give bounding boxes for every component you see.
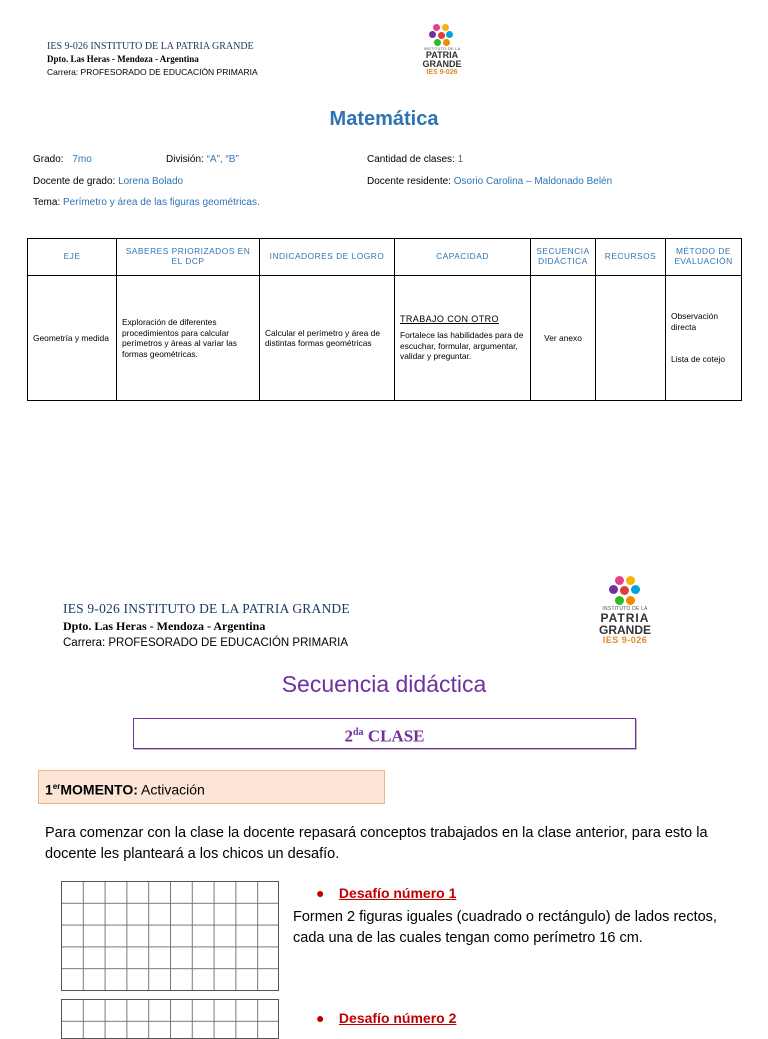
grado-label: Grado: — [33, 154, 64, 165]
desafio-1-title: Desafío número 1 — [338, 885, 457, 901]
logo-text-4: IES 9-026 — [602, 635, 648, 645]
logo-text-4: IES 9-026 — [426, 69, 458, 76]
tema-value: Perímetro y área de las figuras geométricas. — [63, 197, 260, 208]
logo-text-2: PATRIA — [600, 611, 650, 625]
division-row — [166, 154, 239, 165]
cell-secuencia: Ver anexo — [531, 276, 596, 401]
desafio-2 — [316, 1010, 456, 1028]
planning-table — [27, 238, 742, 401]
cell-metodo — [666, 276, 742, 401]
header-capacidad: CAPACIDAD — [395, 239, 531, 276]
header-saberes: SABERES PRIORIZADOS EN EL DCP — [117, 239, 260, 276]
clase-word: CLASE — [367, 726, 425, 746]
cantidad-value: 1 — [457, 154, 464, 165]
career-line: Carrera: PROFESORADO DE EDUCACIÓN PRIMARIA — [47, 67, 258, 77]
header-eje: EJE — [28, 239, 117, 276]
residente-value: Osorio Carolina – Maldonado Belén — [453, 176, 613, 187]
cantidad-row — [367, 154, 463, 165]
division-value: “A”, “B” — [206, 154, 239, 165]
logo-dots-icon — [609, 576, 641, 606]
institute-logo — [416, 24, 468, 76]
capacidad-text: Fortalece las habilidades para de escuchar, formular, argumentar, validar y preguntar. — [400, 330, 524, 362]
cell-indicadores: Calcular el perímetro y área de distintas formas geométricas — [260, 276, 395, 401]
momento-box — [38, 770, 385, 804]
logo-text-1: INSTITUTO DE LA — [423, 46, 461, 51]
table-header-row — [28, 239, 742, 276]
clase-superscript: da — [353, 727, 364, 738]
institute-logo — [592, 576, 658, 645]
bullet-icon: ● — [316, 1010, 325, 1026]
header-recursos: RECURSOS — [596, 239, 666, 276]
clase-number: 2 — [344, 726, 353, 746]
header-indicadores: INDICADORES DE LOGRO — [260, 239, 395, 276]
cell-capacidad — [395, 276, 531, 401]
cell-recursos — [596, 276, 666, 401]
desafio-1 — [316, 885, 456, 903]
residente-row — [367, 176, 612, 187]
bullet-icon: ● — [316, 885, 325, 901]
table-row — [28, 276, 742, 401]
grado-row — [33, 154, 92, 165]
tema-row — [33, 197, 260, 208]
logo-dots-icon — [429, 24, 455, 46]
sequence-title: Secuencia didáctica — [281, 671, 487, 697]
logo-text-3: GRANDE — [598, 623, 651, 637]
residente-label: Docente residente: — [367, 176, 451, 187]
metodo-1: Observación directa — [671, 311, 719, 332]
metodo-2: Lista de cotejo — [671, 354, 726, 365]
cantidad-label: Cantidad de clases: — [367, 154, 455, 165]
docente-value: Lorena Bolado — [118, 176, 184, 187]
capacidad-title: TRABAJO CON OTRO — [400, 314, 499, 325]
intro-paragraph: Para comenzar con la clase la docente repasará conceptos trabajados en la clase anterior, para esto la docente les planteará a los chicos un desafío. — [45, 825, 708, 862]
desafio-1-text: Formen 2 figuras iguales (cuadrado o rectángulo) de lados rectos, cada una de las cuales tengan como perímetro 16 cm. — [293, 909, 717, 946]
momento-label: MOMENTO: — [60, 781, 138, 798]
logo-text-2: PATRIA — [425, 50, 459, 60]
division-label: División: — [166, 154, 204, 165]
cell-saberes: Exploración de diferentes procedimientos para calcular perímetros y áreas al variar las formas geométricas. — [117, 276, 260, 401]
header-secuencia: SECUENCIA DIDÁCTICA — [531, 239, 596, 276]
grid-figure-1 — [61, 881, 279, 991]
career-line: Carrera: PROFESORADO DE EDUCACIÓN PRIMARIA — [63, 637, 348, 649]
grado-value: 7mo — [72, 154, 92, 165]
page-title: Matemática — [329, 108, 439, 130]
clase-box — [133, 718, 636, 749]
momento-number: 1 — [45, 781, 53, 798]
momento-superscript: er — [52, 782, 61, 791]
docente-label: Docente de grado: — [33, 176, 116, 187]
desafio-2-title: Desafío número 2 — [338, 1010, 457, 1026]
momento-value: Activación — [141, 781, 205, 798]
cell-eje: Geometría y medida — [28, 276, 117, 401]
logo-text-1: INSTITUTO DE LA — [602, 606, 648, 612]
institute-name: IES 9-026 INSTITUTO DE LA PATRIA GRANDE — [63, 601, 350, 616]
tema-label: Tema: — [33, 197, 61, 208]
logo-text-3: GRANDE — [422, 59, 462, 69]
header-metodo: MÉTODO DE EVALUACIÓN — [666, 239, 742, 276]
department-line: Dpto. Las Heras - Mendoza - Argentina — [47, 54, 199, 64]
docente-row — [33, 176, 183, 187]
grid-figure-2 — [61, 999, 279, 1039]
institute-name: IES 9-026 INSTITUTO DE LA PATRIA GRANDE — [47, 41, 254, 52]
department-line: Dpto. Las Heras - Mendoza - Argentina — [63, 619, 266, 633]
